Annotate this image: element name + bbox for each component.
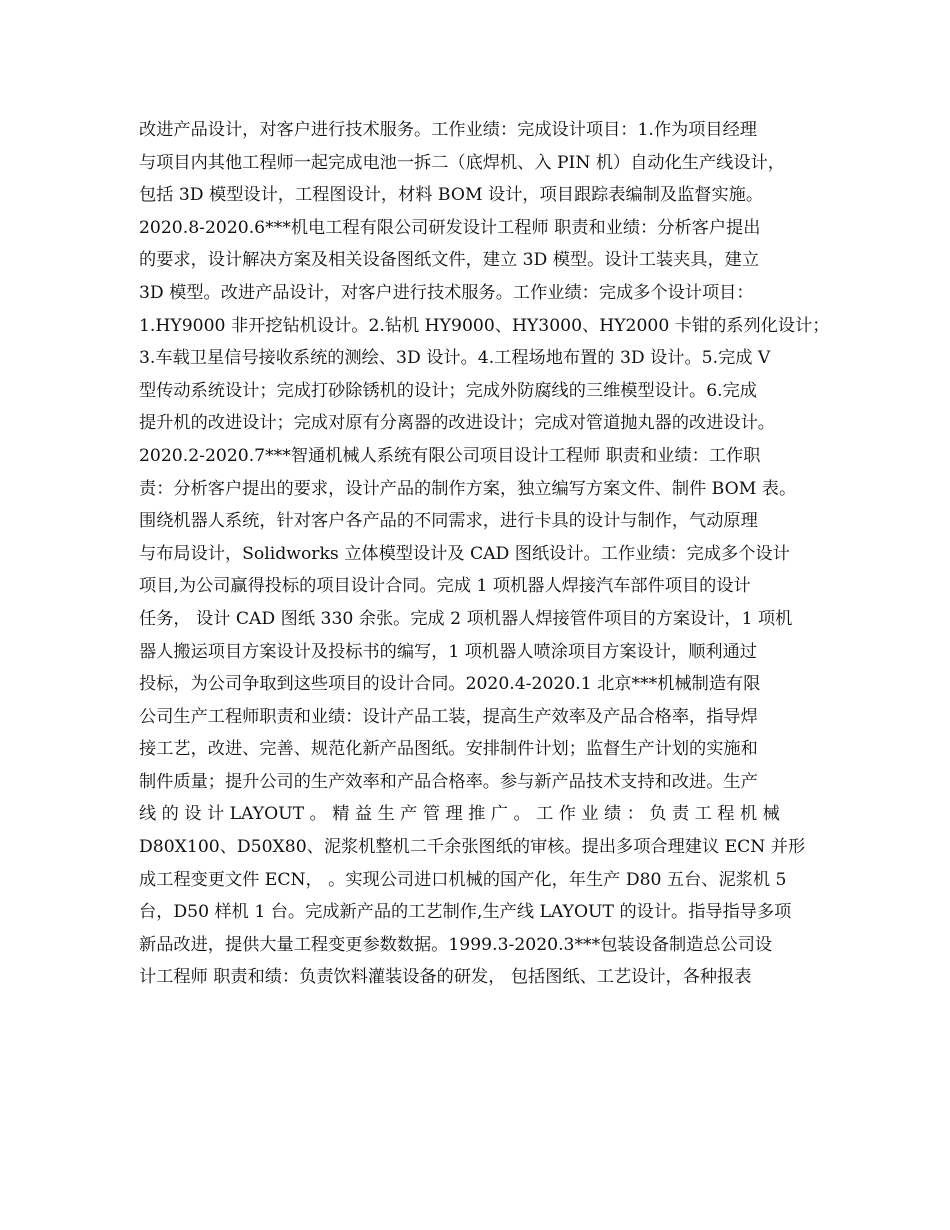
text-line: 围绕机器人系统，针对客户各产品的不同需求，进行卡具的设计与制作，气动原理 xyxy=(139,511,758,532)
text-line: 责：分析客户提出的要求，设计产品的制作方案，独立编写方案文件、制件 BOM 表。 xyxy=(139,478,797,499)
text-line: 2020.2-2020.7***智通机械人系统有限公司项目设计工程师 职责和业绩：工作职 xyxy=(139,445,761,466)
text-line: 3D 模型。改进产品设计，对客户进行技术服务。工作业绩：完成多个设计项目： xyxy=(139,282,754,303)
text-line: 线 的 设 计 LAYOUT 。 精 益 生 产 管 理 推 广 。 工 作 业 绩 ： 负 责 工 程 机 械 xyxy=(139,804,780,825)
text-line: 提升机的改进设计；完成对原有分离器的改进设计；完成对管道抛丸器的改进设计。 xyxy=(139,413,775,434)
text-line: 项目,为公司赢得投标的项目设计合同。完成 1 项机器人焊接汽车部件项目的设计 xyxy=(139,576,751,597)
text-line: 接工艺，改进、完善、规范化新产品图纸。安排制件计划；监督生产计划的实施和 xyxy=(139,739,758,760)
text-line: 投标，为公司争取到这些项目的设计合同。2020.4-2020.1 北京***机械制造有限 xyxy=(139,674,761,695)
text-line: 型传动系统设计；完成打砂除锈机的设计；完成外防腐线的三维模型设计。6.完成 xyxy=(139,380,757,401)
text-line: 3.车载卫星信号接收系统的测绘、3D 设计。4.工程场地布置的 3D 设计。5.完成 V xyxy=(139,348,771,369)
text-line: 制件质量；提升公司的生产效率和产品合格率。参与新产品技术支持和改进。生产 xyxy=(139,771,758,792)
text-line: 台，D50 样机 1 台。完成新产品的工艺制作,生产线 LAYOUT 的设计。指导指导多项 xyxy=(139,902,792,923)
text-line: 器人搬运项目方案设计及投标书的编写，1 项机器人喷涂项目方案设计，顺利通过 xyxy=(139,641,757,662)
text-line: 计工程师 职责和绩：负责饮料灌装设备的研发， 包括图纸、工艺设计，各种报表 xyxy=(139,967,752,988)
text-line: D80X100、D50X80、泥浆机整机二千余张图纸的审核。提出多项合理建议 ECN 并形 xyxy=(139,837,806,858)
text-line: 与项目内其他工程师一起完成电池一拆二（底焊机、入 PIN 机）自动化生产线设计， xyxy=(139,152,785,173)
text-line: 与布局设计，Solidworks 立体模型设计及 CAD 图纸设计。工作业绩：完成多个设计 xyxy=(139,543,790,564)
text-line: 公司生产工程师职责和业绩：设计产品工装，提高生产效率及产品合格率，指导焊 xyxy=(139,706,758,727)
text-line: 任务， 设计 CAD 图纸 330 余张。完成 2 项机器人焊接管件项目的方案设计，1 项机 xyxy=(139,608,793,629)
body-text xyxy=(139,114,829,994)
text-line: 新品改进，提供大量工程变更参数数据。1999.3-2020.3***包装设备制造总公司设 xyxy=(139,934,773,955)
text-line: 的要求，设计解决方案及相关设备图纸文件，建立 3D 模型。设计工装夹具，建立 xyxy=(139,250,760,271)
text-line: 包括 3D 模型设计，工程图设计，材料 BOM 设计，项目跟踪表编制及监督实施。 xyxy=(139,185,764,206)
text-line: 2020.8-2020.6***机电工程有限公司研发设计工程师 职责和业绩：分析客户提出 xyxy=(139,217,761,238)
text-line: 1.HY9000 非开挖钻机设计。2.钻机 HY9000、HY3000、HY2000 卡钳的系列化设计； xyxy=(139,315,829,336)
text-line: 改进产品设计，对客户进行技术服务。工作业绩：完成设计项目：1.作为项目经理 xyxy=(139,120,757,140)
text-line: 成工程变更文件 ECN， 。实现公司进口机械的国产化，年生产 D80 五台、泥浆机 5 xyxy=(139,869,787,890)
